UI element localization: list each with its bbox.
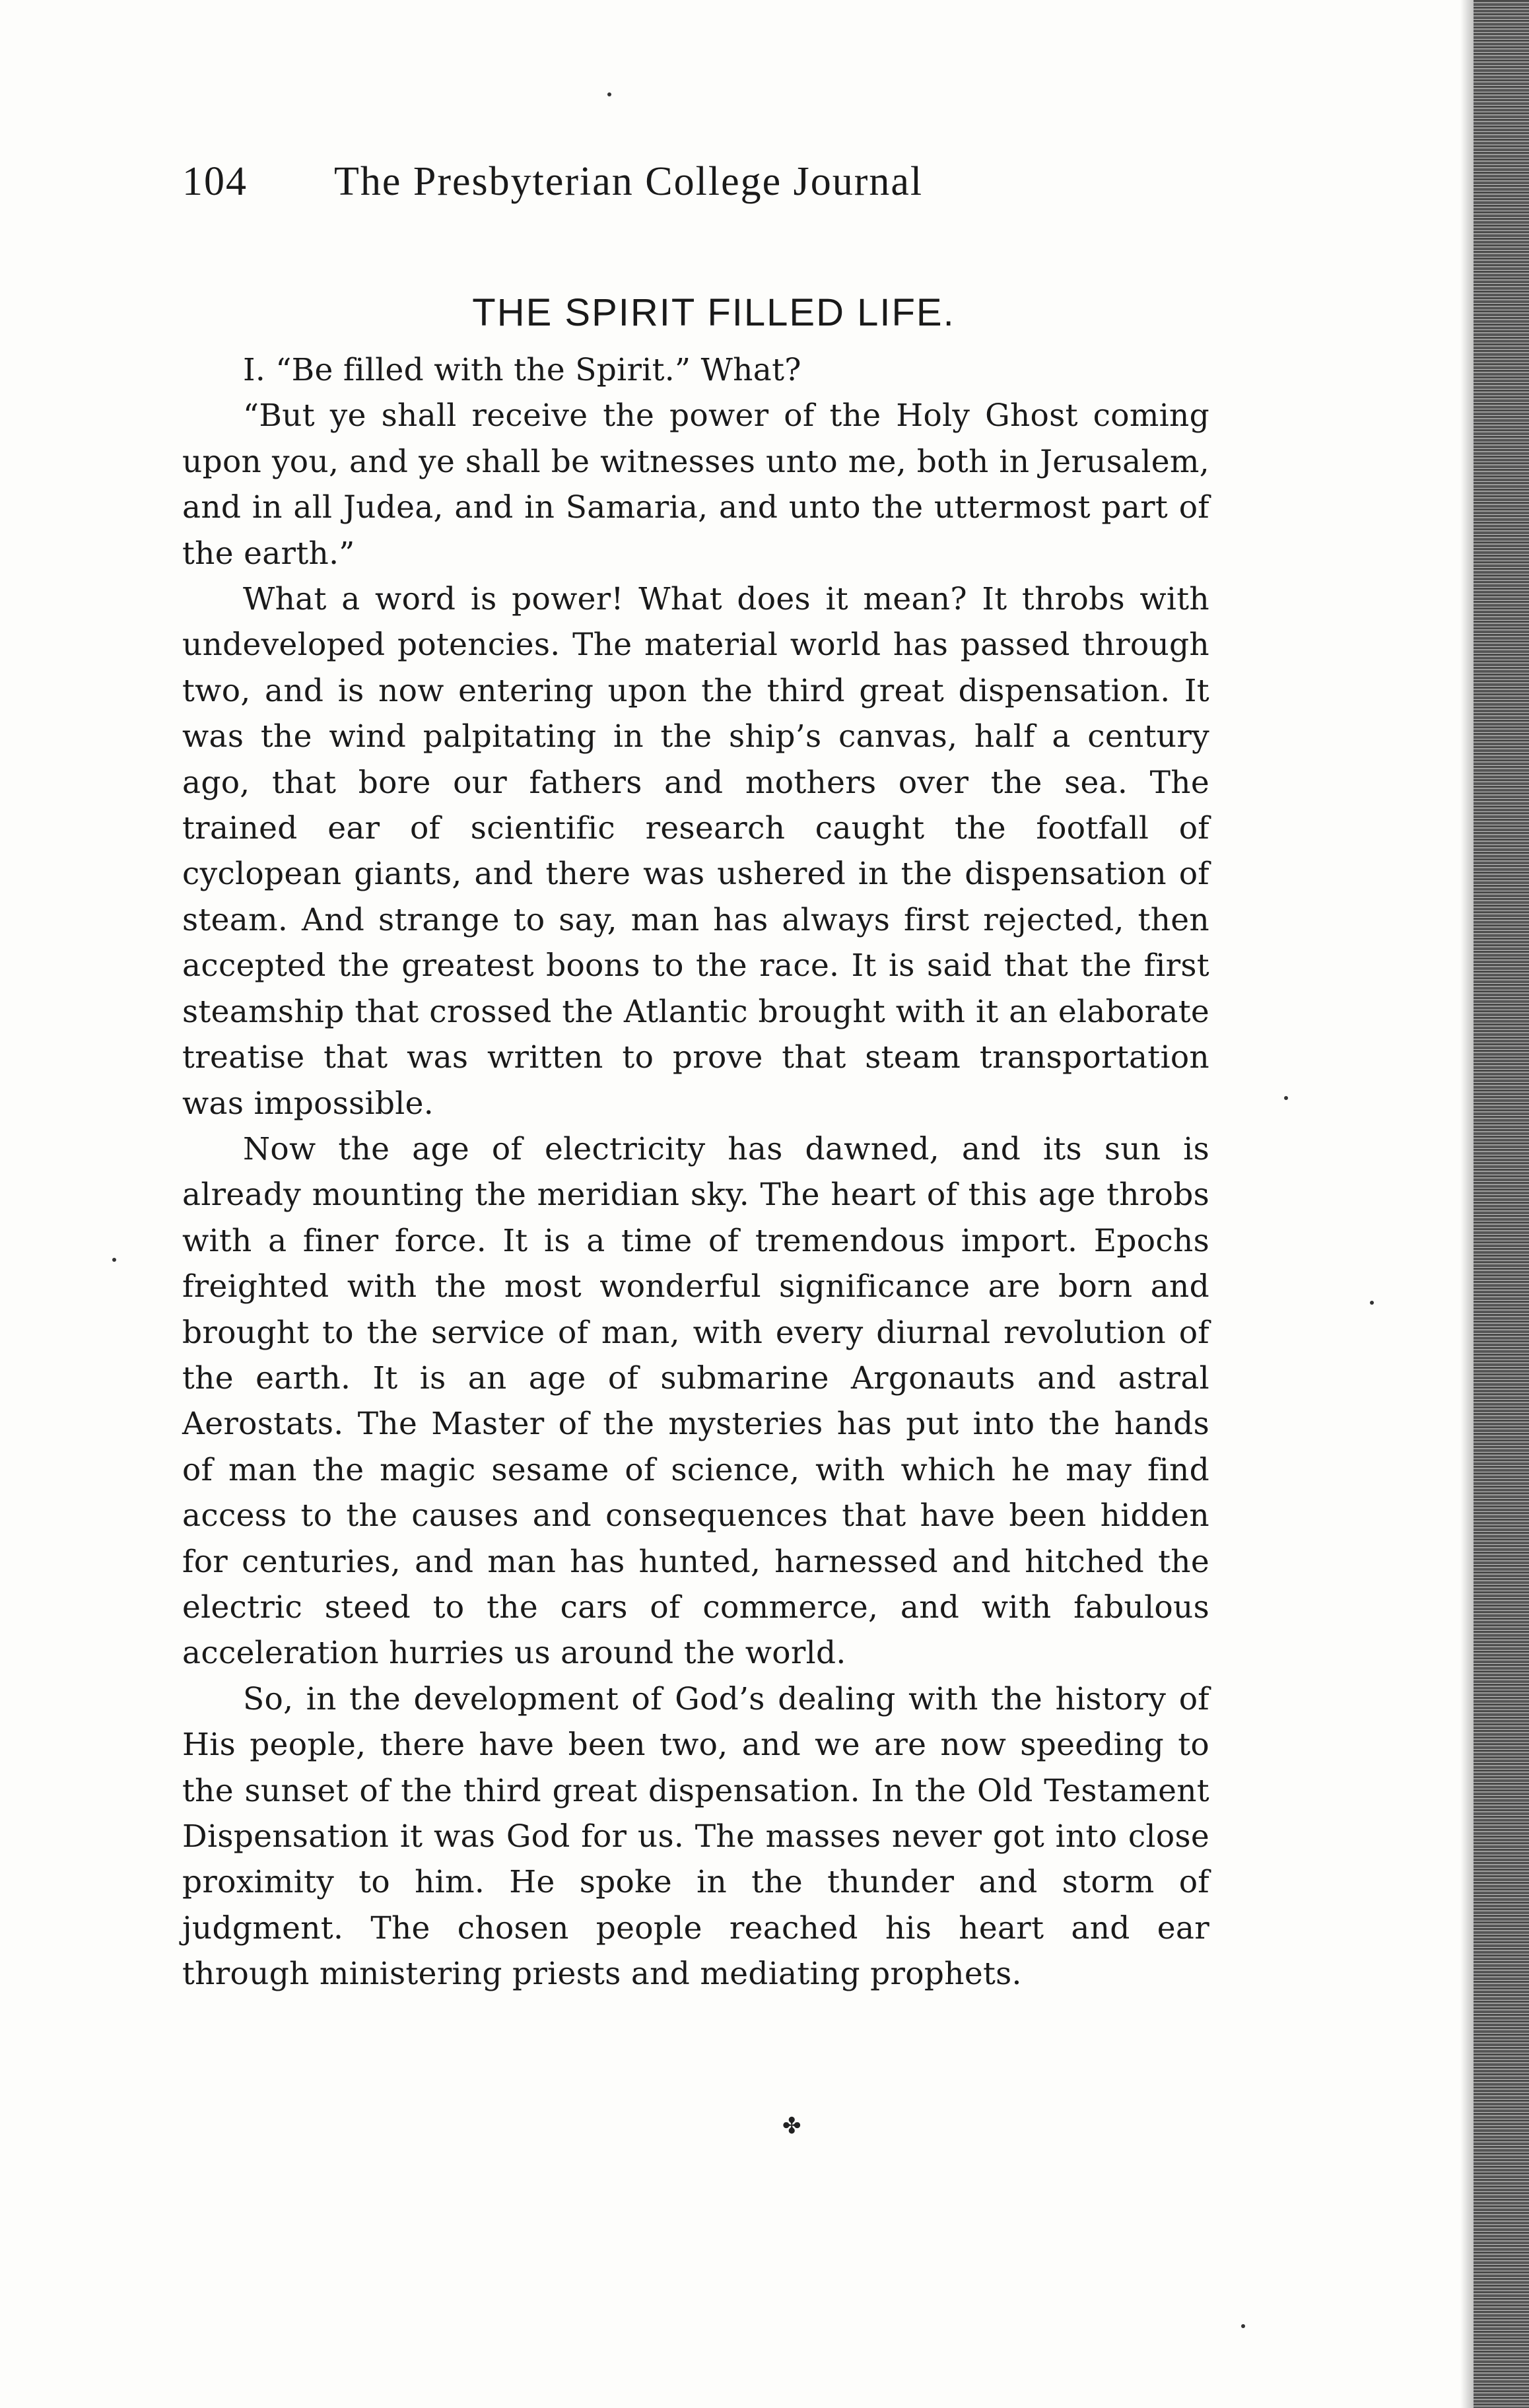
print-speck bbox=[112, 1258, 116, 1262]
article-title: THE SPIRIT FILLED LIFE. bbox=[472, 291, 955, 334]
print-speck bbox=[1370, 1301, 1374, 1305]
page-binding-edge bbox=[1474, 0, 1529, 2408]
journal-title: The Presbyterian College Journal bbox=[334, 159, 924, 204]
ornament-icon: ✤ bbox=[782, 2113, 801, 2139]
print-speck bbox=[1284, 1096, 1288, 1100]
paragraph-scripture-quote: “But ye shall receive the power of the Holy Ghost coming upon you, and ye shall be witnesses unto me, both in Jerusalem, and in all Judea, and in Samaria, and unto the uttermost part of the earth.” bbox=[182, 397, 1209, 572]
page-number: 104 bbox=[182, 159, 248, 204]
print-speck bbox=[607, 92, 611, 96]
paragraph-dispensations: So, in the development of God’s dealing with the history of His people, there have been two, and we are now speeding to the sunset of the third great dispensation. In the Old Testament Dispensation it was God for us. The masses never got into close proximity to him. He spoke in the thunder and storm of judgment. The chosen people reached his heart and ear through ministering priests and mediating prophets. bbox=[182, 1680, 1209, 1993]
paragraph-electricity: Now the age of electricity has dawned, and its sun is already mounting the meridian sky. The heart of this age throbs with a finer force. It is a time of tremendous import. Epochs freighted with the most wonderful significance are born and brought to the service of man, with every diurnal revolution of the earth. It is an age of submarine Argonauts and astral Aerostats. The Master of the mysteries has put into the hands of man the magic sesame of science, with which he may find access to the causes and consequences that have been hidden for centuries, and man has hunted, harnessed and hitched the electric steed to the cars of commerce, and with fabulous acceleration hurries us around the world. bbox=[182, 1130, 1209, 1672]
paragraph-power: What a word is power! What does it mean? It throbs with undeveloped potencies. The material world has passed through two, and is now entering upon the third great dispensation. It was the wind palpitating in the ship’s canvas, half a century ago, that bore our fathers and mothers over the sea. The trained ear of scientific research caught the footfall of cyclopean giants, and there was ushered in the dispensation of steam. And strange to say, man has always first rejected, then accepted the greatest boons to the race. It is said that the first steamship that crossed the Atlantic brought with it an elaborate treatise that was written to prove that steam transportation was impossible. bbox=[182, 581, 1209, 1122]
running-head bbox=[182, 158, 1252, 218]
print-speck bbox=[1241, 2324, 1245, 2328]
article-body bbox=[182, 347, 1209, 1997]
paragraph-epigraph: I. “Be filled with the Spirit.” What? bbox=[243, 352, 801, 388]
